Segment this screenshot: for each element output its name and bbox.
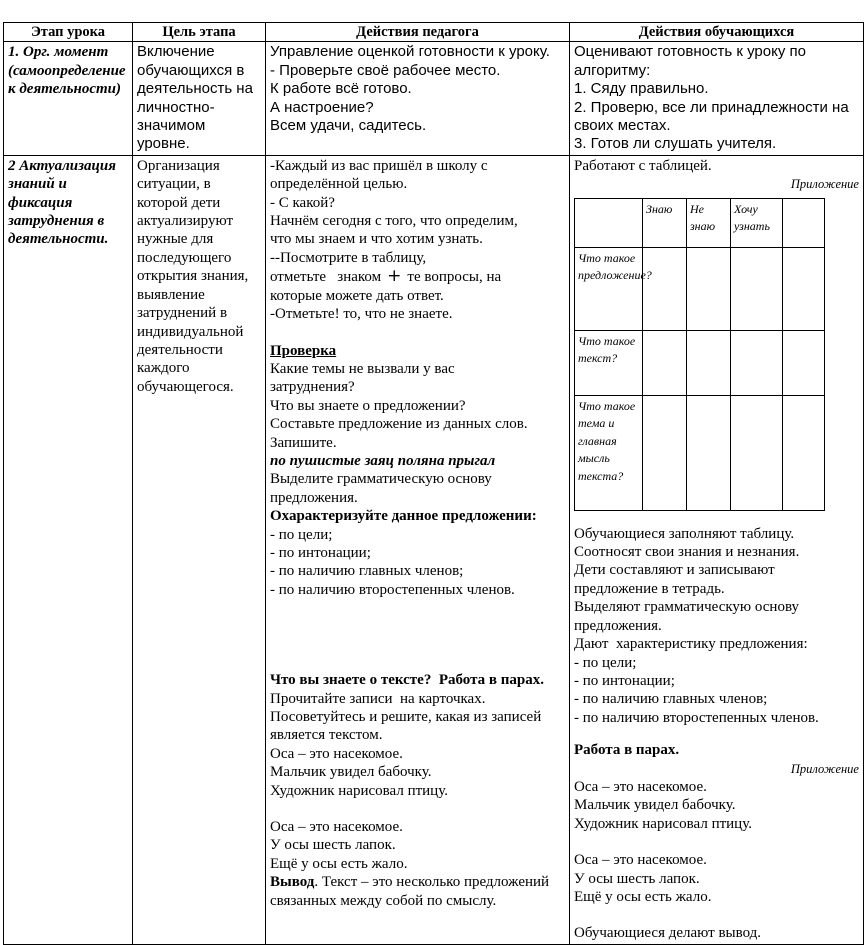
kwl-cell[interactable] [731,330,783,395]
criteria-item: - по цели; [270,526,333,543]
goal-line: затруднений в [137,305,228,322]
students-line: своих местах. [574,117,671,135]
card-line: Художник нарисовал птицу. [574,815,752,832]
card-line: Мальчик увидел бабочку. [270,764,432,781]
teacher-line: -Каждый из вас пришёл в школу с [270,157,488,174]
students-line: - по наличию второстепенных членов. [574,709,819,726]
goal-line: которой дети [137,194,221,211]
students-cell [570,42,864,155]
stage-cell [4,42,133,155]
kwl-cell[interactable] [643,330,687,395]
table-header-row [4,23,864,42]
text-section-title: Что вы знаете о тексте? Работа в парах. [270,672,544,689]
header-teacher-actions: Действия педагога [266,23,570,42]
appendix-label: Приложение [790,761,859,776]
teacher-line: Выделите грамматическую основу [270,471,492,488]
pair-work-title: Работа в парах. [574,742,680,759]
mark-instruction: отметьте знаком + те вопросы, на [270,266,502,287]
teacher-line: А настроение? [270,98,374,116]
teacher-line: Начнём сегодня с того, что определим, [270,213,518,230]
kwl-header-know: Знаю [643,198,687,247]
students-line: предложение в тетрадь. [574,580,725,597]
students-cell [570,155,864,944]
card-line: Оса – это насекомое. [574,778,707,795]
teacher-line: Что вы знаете о предложении? [270,397,466,414]
teacher-cell [266,155,570,944]
header-stage: Этап урока [4,23,133,42]
goal-line: последующего [137,249,232,266]
table-row [4,42,864,155]
stage-title: 2 Актуализация знаний и фиксация затруднения в деятельности. [8,157,116,248]
card-line: Художник нарисовал птицу. [270,782,448,799]
table-row [4,155,864,944]
card-line: У осы шесть лапок. [574,870,700,887]
goal-line: Включение [137,43,215,61]
students-line: Дети составляют и записывают [574,562,775,579]
appendix-label: Приложение [790,177,859,192]
teacher-line: Прочитайте записи на карточках. [270,690,486,707]
card-line: Ещё у осы есть жало. [574,888,712,905]
kwl-table [574,198,825,511]
students-line: - по наличию главных членов; [574,691,768,708]
students-line: Оценивают готовность к уроку по [574,43,806,61]
teacher-cell [266,42,570,155]
header-goal: Цель этапа [133,23,266,42]
teacher-line: - С какой? [270,194,335,211]
check-title: Проверка [270,342,337,359]
kwl-cell[interactable] [783,330,825,395]
goal-line: деятельности [137,341,223,358]
teacher-line: что мы знаем и что хотим узнать. [270,231,483,248]
goal-line: обучающегося. [137,378,234,395]
kwl-cell[interactable] [783,395,825,510]
students-line: - по интонации; [574,672,675,689]
goal-line: индивидуальной [137,323,244,340]
kwl-cell[interactable] [731,247,783,330]
teacher-line: является текстом. [270,727,383,744]
teacher-line: - Проверьте своё рабочее место. [270,61,501,79]
plus-icon: + [387,266,402,287]
card-line: Оса – это насекомое. [270,745,403,762]
students-line: 2. Проверю, все ли принадлежности на [574,98,849,116]
goal-cell [133,155,266,944]
students-line: Выделяют грамматическую основу [574,599,800,616]
criteria-item: - по наличию главных членов; [270,563,464,580]
students-line: Соотносят свои знания и незнания. [574,544,800,561]
students-line: предложения. [574,617,662,634]
goal-line: актуализируют [137,213,234,230]
stage-cell [4,155,133,944]
kwl-question: Что такое предложение? [575,247,643,330]
students-line: Обучающиеся заполняют таблицу. [574,525,795,542]
card-line: Мальчик увидел бабочку. [574,797,736,814]
teacher-line: предложения. [270,489,358,506]
kwl-cell[interactable] [687,395,731,510]
students-line: - по цели; [574,654,637,671]
kwl-question: Что такое тема и главная мысль текста? [575,395,643,510]
kwl-row [575,395,825,510]
kwl-cell[interactable] [687,330,731,395]
kwl-question: Что такое текст? [575,330,643,395]
goal-line: выявление [137,286,205,303]
goal-line: обучающихся в [137,61,245,79]
teacher-line: Всем удачи, садитесь. [270,117,427,135]
kwl-row [575,330,825,395]
teacher-line: Запишите. [270,434,337,451]
criteria-item: - по наличию второстепенных членов. [270,581,515,598]
kwl-cell[interactable] [731,395,783,510]
goal-line: Организация [137,157,220,174]
teacher-line: --Посмотрите в таблицу, [270,249,427,266]
goal-line: ситуации, в [137,176,211,193]
teacher-line: определённой целью. [270,176,408,193]
students-line: алгоритму: [574,61,651,79]
goal-line: нужные для [137,231,214,248]
kwl-cell[interactable] [643,247,687,330]
teacher-line: -Отметьте! то, что не знаете. [270,306,453,323]
kwl-header-dont-know: Не знаю [687,198,731,247]
goal-line: открытия знания, [137,268,249,285]
students-line: Дают характеристику предложения: [574,636,808,653]
goal-cell [133,42,266,155]
teacher-line: Управление оценкой готовности к уроку. [270,43,550,61]
teacher-line: Посоветуйтесь и решите, какая из записей [270,709,542,725]
kwl-header-extra [783,198,825,247]
teacher-line: затруднения? [270,379,355,396]
teacher-line: К работе всё готово. [270,80,412,98]
kwl-header-empty [575,198,643,247]
characterize-heading: Охарактеризуйте данное предложении: [270,508,537,525]
teacher-line: Какие темы не вызвали у вас [270,360,455,377]
stage-title: 1. Орг. момент (самоопределение к деятельности) [8,44,126,98]
teacher-line: которые можете дать ответ. [270,287,444,304]
teacher-line: Составьте предложение из данных слов. [270,416,528,433]
students-line: Работают с таблицей. [574,157,712,174]
conclusion: Вывод. Текст – это несколько предложений связанных между собой по смыслу. [270,874,553,909]
goal-line: деятельность на [137,80,253,98]
goal-line: значимом уровне. [137,117,210,153]
word-list: по пушистые заяц поляна прыгал [270,452,496,469]
goal-line: личностно- [137,98,215,116]
students-line: 3. Готов ли слушать учителя. [574,135,777,153]
header-student-actions: Действия обучающихся [570,23,864,42]
kwl-header-row [575,198,825,247]
card-line: Ещё у осы есть жало. [270,855,408,872]
kwl-cell[interactable] [783,247,825,330]
students-line: 1. Сяду правильно. [574,80,709,98]
criteria-item: - по интонации; [270,544,371,561]
kwl-cell[interactable] [643,395,687,510]
card-line: Оса – это насекомое. [270,819,403,836]
students-conclusion: Обучающиеся делают вывод. [574,925,762,942]
kwl-row [575,247,825,330]
goal-line: каждого [137,360,190,377]
lesson-plan-table [3,22,864,945]
kwl-header-want-know: Хочу узнать [731,198,783,247]
card-line: Оса – это насекомое. [574,852,707,869]
card-line: У осы шесть лапок. [270,837,396,854]
kwl-cell[interactable] [687,247,731,330]
